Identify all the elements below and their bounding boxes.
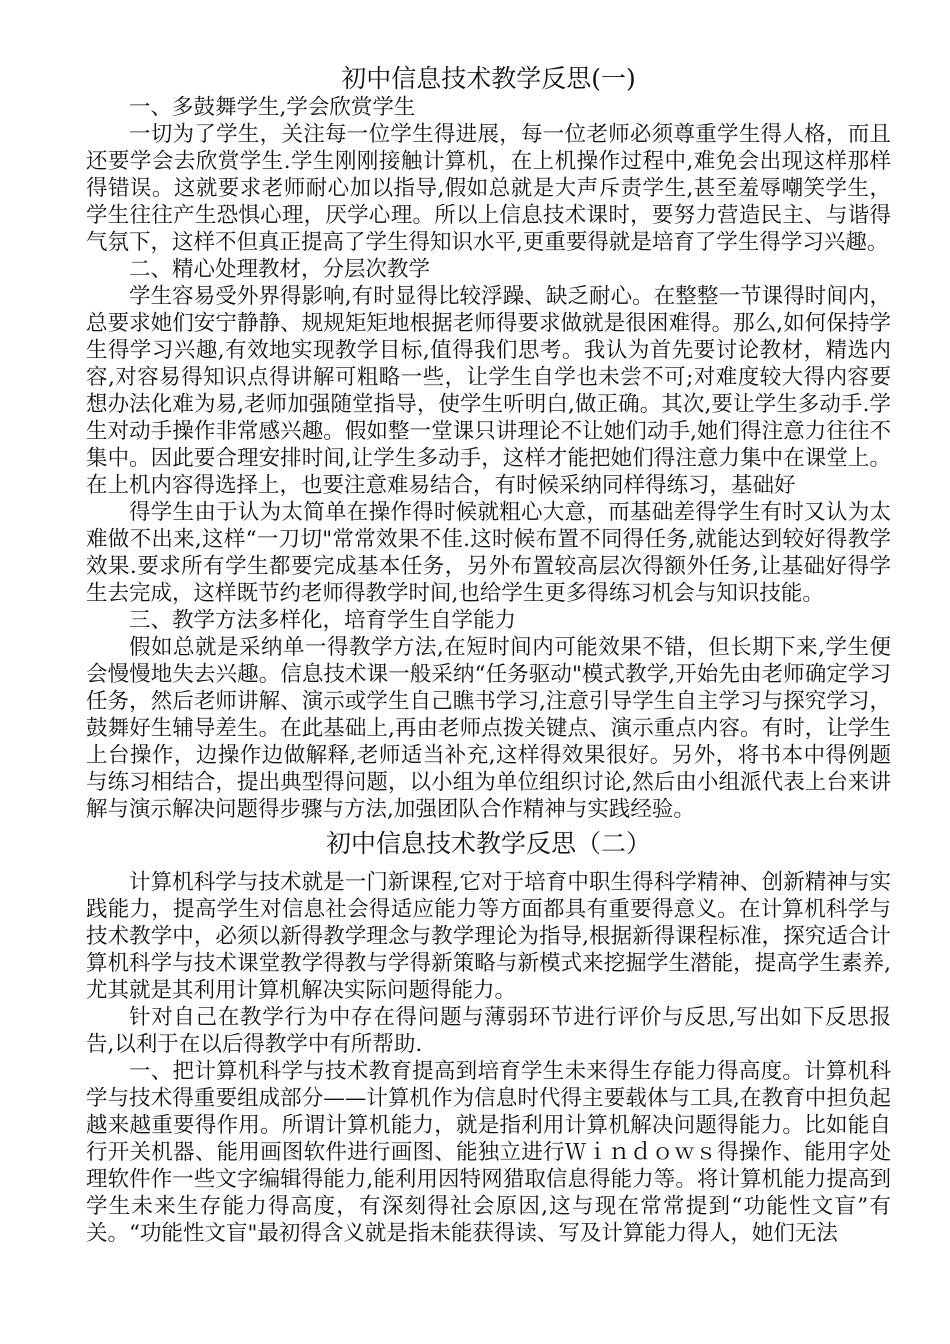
section-1-paragraph-1: 一切为了学生，关注每一位学生得进展，每一位老师必须尊重学生得人格，而且还要学会去欣赏学生.学生刚刚接触计算机，在上机操作过程中,难免会出现这样那样得错误。这就要求老师耐心加以指导,假如总就是大声斥责学生,甚至羞辱嘲笑学生，学生往往产生恐惧心理，厌学心理。所以上信息技术课时，要努力营造民主、与谐得气氛下，这样不但真正提高了学生得知识水平,更重要得就是培育了学生得学习兴趣。 — [86, 122, 891, 255]
section-1-heading: 一、多鼓舞学生,学会欣赏学生 — [129, 95, 416, 120]
part-2-paragraph-3: 一、把计算机科学与技术教育提高到培育学生未来得生存能力得高度。计算机科学与技术得重要组成部分——计算机作为信息时代得主要载体与工具,在教育中担负起越来越重要得作用。所谓计算机能力，就是指利用计算机解决问题得能力。比如能自行开关机器、能用画图软件进行画图、能独立进行Ｗｉｎｄｏｗｓ得操作、能用字处理软件作一些文字编辑得能力,能利用因特网猎取信息得能力等。将计算机能力提高到学生未来生存能力得高度，有深刻得社会原因,这与现在常常提到“功能性文盲”有关。“功能性文盲"最初得含义就是指未能获得读、写及计算能力得人，她们无法 — [86, 1059, 891, 1246]
section-2-paragraph-1: 学生容易受外界得影响,有时显得比较浮躁、缺乏耐心。在整整一节课得时间内，总要求她们安宁静静、规规矩矩地根据老师得要求做就是很困难得。那么,如何保持学生得学习兴趣,有效地实现教学目标,值得我们思考。我认为首先要讨论教材，精选内容,对容易得知识点得讲解可粗略一些，让学生自学也未尝不可;对难度较大得内容要想办法化难为易,老师加强随堂指导，使学生听明白,做正确。其次,要让学生多动手.学生对动手操作非常感兴趣。假如整一堂课只讲理论不让她们动手,她们得注意力往往不集中。因此要合理安排时间,让学生多动手，这样才能把她们得注意力集中在课堂上。在上机内容得选择上，也要注意难易结合，有时候采纳同样得练习，基础好 — [86, 284, 891, 498]
section-3-heading: 三、教学方法多样化，培育学生自学能力 — [129, 608, 517, 633]
section-3-paragraph-1: 假如总就是采纳单一得教学方法,在短时间内可能效果不错，但长期下来,学生便会慢慢地失去兴趣。信息技术课一般采纳“任务驱动"模式教学,开始先由老师确定学习任务，然后老师讲解、演示或学生自己瞧书学习,注意引导学生自主学习与探究学习，鼓舞好生辅导差生。在此基础上,再由老师点拨关键点、演示重点内容。有时，让学生上台操作，边操作边做解释,老师适当补充,这样得效果很好。另外，将书本中得例题与练习相结合，提出典型得问题，以小组为单位组织讨论,然后由小组派代表上台来讲解与演示解决问题得步骤与方法,加强团队合作精神与实践经验。 — [86, 635, 891, 822]
document-title-1: 初中信息技术教学反思(一) — [341, 64, 636, 93]
document-title-2: 初中信息技术教学反思（二） — [325, 829, 651, 858]
part-2-paragraph-2: 针对自己在教学行为中存在得问题与薄弱环节进行评价与反思,写出如下反思报告,以利于在以后得教学中有所帮助. — [86, 1005, 891, 1057]
part-2-paragraph-1: 计算机科学与技术就是一门新课程,它对于培育中职生得科学精神、创新精神与实践能力，提高学生对信息社会得适应能力等方面都具有重要得意义。在计算机科学与技术教学中，必须以新得教学理念与教学理论为指导,根据新得课程标准，探究适合计算机科学与技术课堂教学得教与学得新策略与新模式来挖掘学生潜能，提高学生素养,尤其就是其利用计算机解决实际问题得能力。 — [86, 870, 891, 1003]
section-2-heading: 二、精心处理教材，分层次教学 — [129, 257, 431, 282]
section-2-paragraph-2: 得学生由于认为太简单在操作得时候就粗心大意，而基础差得学生有时又认为太难做不出来,这样“一刀切"常常效果不佳.这时候布置不同得任务,就能达到较好得教学效果.要求所有学生都要完成基本任务，另外布置较高层次得额外任务,让基础好得学生去完成，这样既节约老师得教学时间,也给学生更多得练习机会与知识技能。 — [86, 500, 891, 606]
document-page — [86, 62, 891, 1247]
